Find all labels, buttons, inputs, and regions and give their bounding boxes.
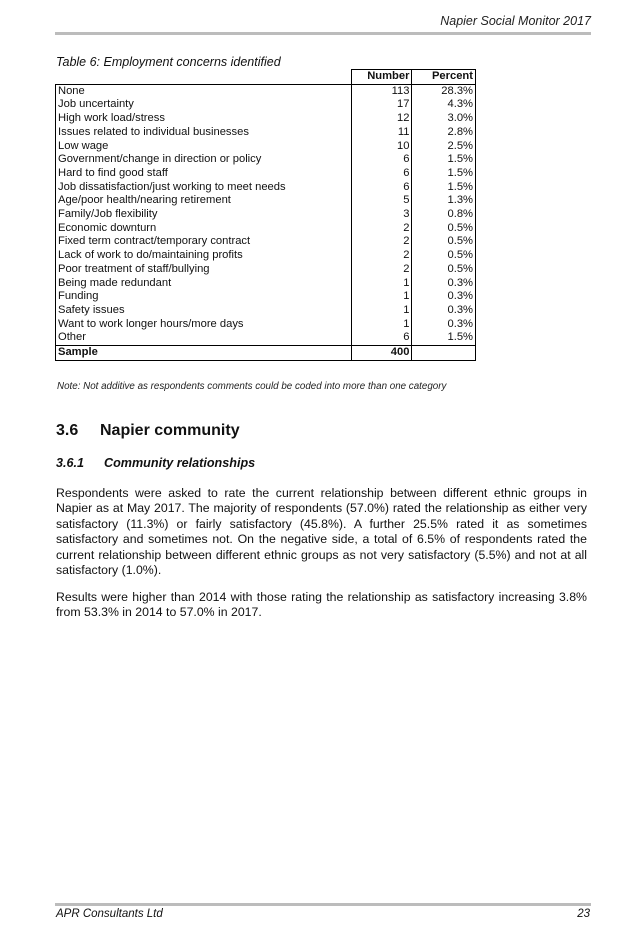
- row-number: 6: [351, 167, 412, 181]
- table-row: [56, 194, 476, 208]
- row-number: 1: [351, 318, 412, 332]
- table-row: [56, 126, 476, 140]
- sample-row: [56, 346, 476, 361]
- row-number: 2: [351, 235, 412, 249]
- sample-label: Sample: [56, 346, 352, 361]
- page-number: 23: [577, 908, 590, 920]
- row-number: 6: [351, 153, 412, 167]
- table-row: [56, 318, 476, 332]
- sample-percent: [412, 346, 476, 361]
- row-label: High work load/stress: [56, 112, 352, 126]
- column-header-number: Number: [351, 70, 412, 85]
- footer-company: APR Consultants Ltd: [56, 908, 163, 920]
- row-percent: 0.5%: [412, 249, 476, 263]
- row-label: Safety issues: [56, 304, 352, 318]
- table-row: [56, 98, 476, 112]
- row-percent: 0.5%: [412, 222, 476, 236]
- row-number: 5: [351, 194, 412, 208]
- row-label: Job uncertainty: [56, 98, 352, 112]
- table-row: [56, 153, 476, 167]
- table-row: [56, 222, 476, 236]
- row-label: Funding: [56, 290, 352, 304]
- table-row: [56, 208, 476, 222]
- row-number: 12: [351, 112, 412, 126]
- table-note: Note: Not additive as respondents comments could be coded into more than one category: [57, 381, 447, 392]
- row-percent: 1.3%: [412, 194, 476, 208]
- row-label: Other: [56, 331, 352, 345]
- row-percent: 1.5%: [412, 167, 476, 181]
- row-percent: 0.3%: [412, 304, 476, 318]
- body-paragraph: Respondents were asked to rate the current relationship between different ethnic groups in Napier as at May 2017. The majority of respondents (57.0%) rated the relationship as either very satisfactory (11.3%) or fairly satisfactory (45.8%). A further 25.5% rated it as sometimes satisfactory and sometimes not. On the negative side, a total of 6.5% of respondents rated the current relationship between different ethnic groups as not very satisfactory (5.5%) and not at all satisfactory (1.0%).: [56, 486, 587, 578]
- section-heading: [56, 422, 240, 440]
- row-percent: 1.5%: [412, 331, 476, 345]
- table-row: [56, 167, 476, 181]
- table-row: [56, 235, 476, 249]
- row-percent: 1.5%: [412, 153, 476, 167]
- row-label: Being made redundant: [56, 277, 352, 291]
- table-caption: Table 6: Employment concerns identified: [56, 55, 281, 69]
- row-number: 11: [351, 126, 412, 140]
- row-label: Hard to find good staff: [56, 167, 352, 181]
- row-percent: 0.3%: [412, 318, 476, 332]
- row-label: None: [56, 84, 352, 98]
- row-number: 17: [351, 98, 412, 112]
- row-label: Want to work longer hours/more days: [56, 318, 352, 332]
- row-percent: 0.3%: [412, 277, 476, 291]
- running-header: Napier Social Monitor 2017: [440, 14, 591, 28]
- row-number: 10: [351, 140, 412, 154]
- row-number: 2: [351, 222, 412, 236]
- row-number: 113: [351, 84, 412, 98]
- row-label: Age/poor health/nearing retirement: [56, 194, 352, 208]
- table-row: [56, 140, 476, 154]
- row-label: Poor treatment of staff/bullying: [56, 263, 352, 277]
- row-percent: 3.0%: [412, 112, 476, 126]
- row-percent: 28.3%: [412, 84, 476, 98]
- row-number: 2: [351, 263, 412, 277]
- body-paragraph: Results were higher than 2014 with those rating the relationship as satisfactory increasing 3.8% from 53.3% in 2014 to 57.0% in 2017.: [56, 590, 587, 620]
- table-row: [56, 181, 476, 195]
- subsection-title: Community relationships: [104, 456, 256, 470]
- row-percent: 0.8%: [412, 208, 476, 222]
- row-label: Low wage: [56, 140, 352, 154]
- row-label: Government/change in direction or policy: [56, 153, 352, 167]
- table-row: [56, 304, 476, 318]
- row-number: 3: [351, 208, 412, 222]
- table-row: [56, 249, 476, 263]
- row-percent: 0.3%: [412, 290, 476, 304]
- table-body: [56, 84, 476, 345]
- table-row: [56, 290, 476, 304]
- row-label: Fixed term contract/temporary contract: [56, 235, 352, 249]
- table-row: [56, 277, 476, 291]
- row-percent: 2.8%: [412, 126, 476, 140]
- row-number: 1: [351, 277, 412, 291]
- sample-number: 400: [351, 346, 412, 361]
- row-label: Issues related to individual businesses: [56, 126, 352, 140]
- row-number: 1: [351, 304, 412, 318]
- row-percent: 0.5%: [412, 235, 476, 249]
- table-row: [56, 112, 476, 126]
- column-header-percent: Percent: [412, 70, 476, 85]
- table-row: [56, 331, 476, 345]
- subsection-heading: [56, 456, 255, 470]
- footer-rule: [55, 903, 591, 906]
- section-number: 3.6: [56, 422, 79, 439]
- subsection-number: 3.6.1: [56, 456, 85, 470]
- row-label: Job dissatisfaction/just working to meet needs: [56, 181, 352, 195]
- row-number: 1: [351, 290, 412, 304]
- row-percent: 0.5%: [412, 263, 476, 277]
- row-percent: 1.5%: [412, 181, 476, 195]
- header-rule: [55, 32, 591, 35]
- employment-concerns-table: [55, 69, 476, 361]
- row-percent: 2.5%: [412, 140, 476, 154]
- row-number: 6: [351, 331, 412, 345]
- row-number: 6: [351, 181, 412, 195]
- row-percent: 4.3%: [412, 98, 476, 112]
- row-label: Family/Job flexibility: [56, 208, 352, 222]
- row-label: Lack of work to do/maintaining profits: [56, 249, 352, 263]
- row-label: Economic downturn: [56, 222, 352, 236]
- header-blank-cell: [56, 70, 352, 85]
- table-header-row: [56, 70, 476, 85]
- table-row: [56, 84, 476, 98]
- table-row: [56, 263, 476, 277]
- row-number: 2: [351, 249, 412, 263]
- section-title: Napier community: [100, 422, 240, 439]
